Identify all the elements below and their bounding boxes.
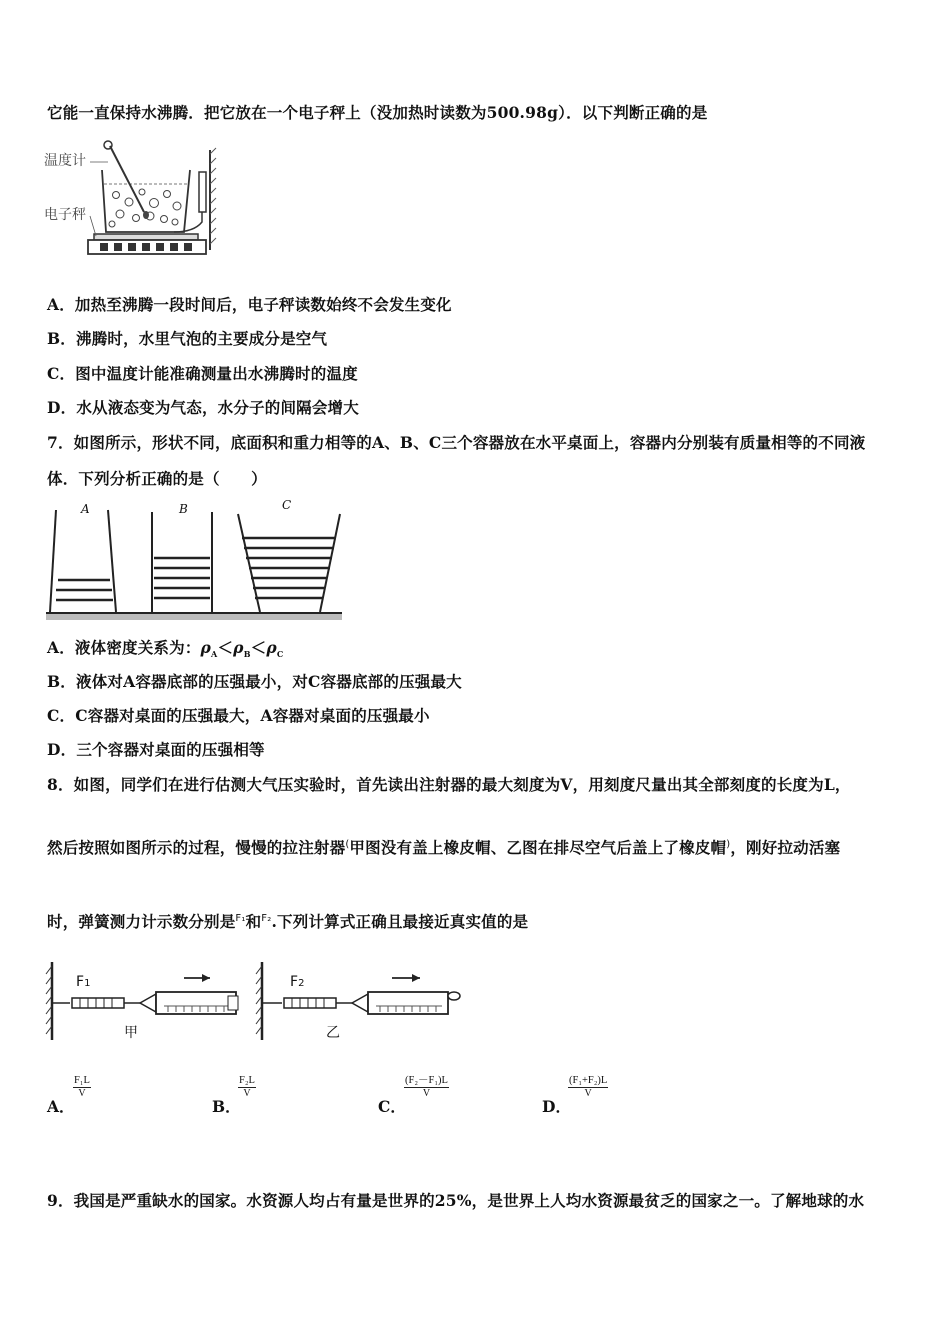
formula-fraction (73, 1075, 91, 1100)
q8-options (47, 1075, 747, 1125)
jia-label: 甲 (124, 1025, 138, 1041)
q8-line3-part-a: 时，弹簧测力计示数分别是 (47, 912, 236, 931)
f2-figure-label (290, 974, 304, 990)
q8-line3-part-b: .下列计算式正确且最接近真实值的是 (271, 912, 529, 931)
fraction-numerator: (F₂－F₁)L (405, 1075, 448, 1086)
formula-fraction (568, 1075, 608, 1100)
fraction-numerator: (F₁+F₂)L (569, 1075, 608, 1086)
fraction-denominator: V (243, 1088, 251, 1099)
paren-open: ( (345, 838, 350, 850)
q6-option-c: C．图中温度计能准确测量出水沸腾时的温度 (47, 364, 358, 383)
thermometer-label: 温度计 (44, 153, 86, 169)
less-than-symbol: ＜ (250, 638, 267, 657)
q7-option-a (47, 636, 283, 659)
container-b-label: B (179, 502, 188, 516)
q6-option-d: D．水从液态变为气态，水分子的间隔会增大 (47, 398, 359, 417)
rho-sub-c: C (276, 649, 284, 660)
q7-option-c: C．C容器对桌面的压强最大，A容器对桌面的压强最小 (47, 706, 430, 725)
q8-figure-syringe-experiment (44, 956, 464, 1046)
yi-label: 乙 (326, 1025, 340, 1041)
q7-option-b: B．液体对A容器底部的压强最小，对C容器底部的压强最大 (47, 672, 462, 691)
q7-option-d: D．三个容器对桌面的压强相等 (47, 740, 265, 759)
container-c-label: C (282, 498, 292, 512)
option-label: D． (542, 1097, 571, 1116)
f1-subscript: 1 (84, 978, 91, 989)
q7-stem-line2: 体．下列分析正确的是（ ） (47, 469, 267, 488)
rho-sub-b: B (243, 649, 251, 660)
f1-symbol: F₁ (235, 912, 246, 924)
q6-intro: 它能一直保持水沸腾．把它放在一个电子秤上（没加热时读数为500.98g）．以下判断正确的是 (47, 103, 708, 122)
paren-close: ) (726, 838, 731, 850)
option-label: B． (212, 1097, 241, 1116)
f2-symbol: F₂ (261, 912, 272, 924)
formula-fraction (404, 1075, 449, 1100)
scale-label: 电子秤 (44, 207, 86, 223)
q8-stem-line3 (47, 910, 528, 932)
option-label: A． (47, 1097, 75, 1116)
f2-subscript: 2 (298, 978, 305, 989)
q8-stem-line1: 8．如图，同学们在进行估测大气压实验时，首先读出注射器的最大刻度为V，用刻度尺量出其全部刻度的长度为L， (47, 775, 851, 794)
f1-figure-label (76, 974, 90, 990)
less-than-symbol: ＜ (217, 638, 234, 657)
q7-figure-three-containers (46, 500, 342, 622)
rho-sub-a: A (211, 649, 218, 660)
q8-line2-part-b: 甲图没有盖上橡皮帽、乙图在排尽空气后盖上了橡皮帽 (349, 838, 727, 857)
q6-option-b: B．沸腾时，水里气泡的主要成分是空气 (47, 329, 328, 348)
fraction-numerator: F₂L (239, 1075, 255, 1086)
and-text: 和 (245, 912, 262, 931)
f1-letter: F (76, 974, 85, 990)
option-label: C． (378, 1097, 406, 1116)
fraction-denominator: V (422, 1088, 431, 1099)
fraction-numerator: F₁L (74, 1075, 90, 1086)
formula-fraction (238, 1075, 256, 1100)
q6-option-a: A．加热至沸腾一段时间后，电子秤读数始终不会发生变化 (47, 295, 452, 314)
q8-line2-part-a: 然后按照如图所示的过程，慢慢的拉注射器 (47, 838, 346, 857)
rho-symbol: ρ (200, 638, 212, 657)
q7-stem-line1: 7．如图所示，形状不同，底面积和重力相等的A、B、C三个容器放在水平桌面上，容器内分别装有质量相等的不同液 (47, 433, 866, 452)
q9-stem-line1: 9．我国是严重缺水的国家。水资源人均占有量是世界的25%，是世界上人均水资源最贫乏的国家之一。了解地球的水 (47, 1191, 865, 1210)
rho-symbol: ρ (266, 638, 277, 657)
q8-line2-part-c: ，刚好拉动活塞 (730, 838, 841, 857)
fraction-denominator: V (584, 1088, 592, 1099)
q6-figure-boiling-water-on-scale (44, 140, 234, 260)
fraction-denominator: V (78, 1088, 86, 1099)
rho-symbol: ρ (233, 638, 244, 657)
q7-option-a-text: A．液体密度关系为： (47, 638, 201, 657)
container-a-label: A (81, 502, 90, 516)
q8-stem-line2 (47, 836, 840, 858)
f2-letter: F (290, 974, 299, 990)
